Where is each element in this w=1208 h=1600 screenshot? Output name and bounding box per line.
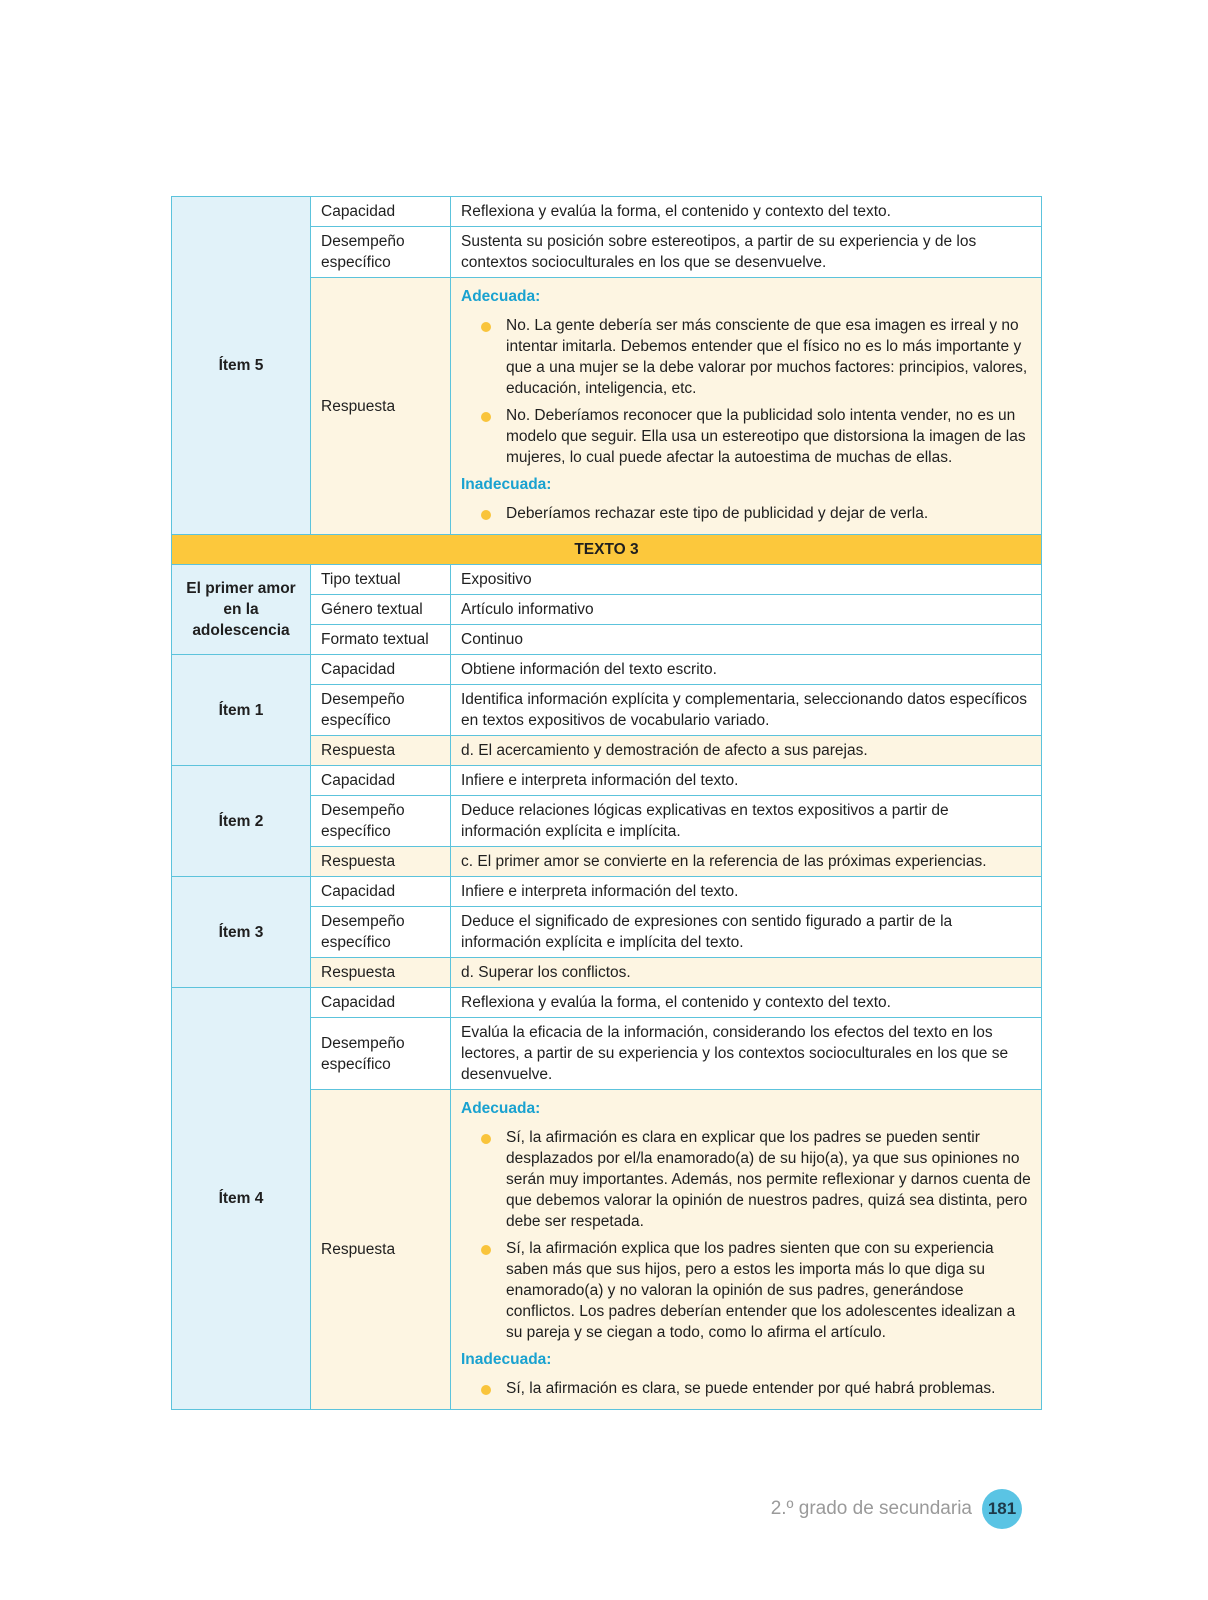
row-header: Desempeño específico xyxy=(311,907,451,958)
respuesta-value: c. El primer amor se convierte en la referencia de las próximas experiencias. xyxy=(451,847,1042,877)
row-header: Respuesta xyxy=(311,847,451,877)
adecuada-heading: Adecuada: xyxy=(461,288,541,305)
item-label: Ítem 5 xyxy=(172,197,311,535)
desempeno-value: Deduce el significado de expresiones con sentido figurado a partir de la información explícita e implícita del texto. xyxy=(451,907,1042,958)
list-item: Sí, la afirmación explica que los padres sienten que con su experiencia saben más que sus hijos, pero a estos les importa más lo que diga su enamorado(a) y no valoran la opinión de sus padres, generándose conflictos. Los padres deberían entender que los adolescentes idealizan a su pareja y se ciegan a todo, como lo afirma el artículo. xyxy=(461,1238,1031,1343)
row-header: Capacidad xyxy=(311,988,451,1018)
table-row xyxy=(172,988,1042,1018)
row-header: Respuesta xyxy=(311,736,451,766)
table-row xyxy=(172,655,1042,685)
list-item: Sí, la afirmación es clara en explicar que los padres se pueden sentir desplazados por el/la enamorado(a) de su hijo(a), ya que sus opiniones no serán muy importantes. Además, nos permite reflexionar y darnos cuenta de que debemos valorar la opinión de nuestros padres, quizá sea distinta, pero debe ser respetada. xyxy=(461,1127,1031,1232)
adecuada-heading: Adecuada: xyxy=(461,1100,541,1117)
list-item: Deberíamos rechazar este tipo de publicidad y dejar de verla. xyxy=(461,503,1031,524)
item-label: Ítem 4 xyxy=(172,988,311,1410)
desempeno-value: Deduce relaciones lógicas explicativas en textos expositivos a partir de información explícita e implícita. xyxy=(451,796,1042,847)
row-header: Capacidad xyxy=(311,655,451,685)
adecuada-list xyxy=(461,315,1031,468)
list-item: Sí, la afirmación es clara, se puede entender por qué habrá problemas. xyxy=(461,1378,1031,1399)
row-header: Desempeño específico xyxy=(311,227,451,278)
row-header: Formato textual xyxy=(311,625,451,655)
inadecuada-heading: Inadecuada: xyxy=(461,476,552,493)
evaluation-table xyxy=(171,196,1042,1410)
row-header: Desempeño específico xyxy=(311,1018,451,1090)
table-row xyxy=(172,535,1042,565)
respuesta-value xyxy=(451,1090,1042,1410)
table-row xyxy=(172,766,1042,796)
desempeno-value: Identifica información explícita y complementaria, seleccionando datos específicos en textos expositivos de vocabulario variado. xyxy=(451,685,1042,736)
list-item: No. La gente debería ser más consciente de que esa imagen es irreal y no intentar imitarla. Debemos entender que el físico no es lo más importante y que a una mujer se la debe valorar por muchos factores: principios, valores, educación, inteligencia, etc. xyxy=(461,315,1031,399)
section-banner: TEXTO 3 xyxy=(172,535,1042,565)
capacidad-value: Obtiene información del texto escrito. xyxy=(451,655,1042,685)
row-header: Tipo textual xyxy=(311,565,451,595)
item-label: Ítem 3 xyxy=(172,877,311,988)
capacidad-value: Reflexiona y evalúa la forma, el contenido y contexto del texto. xyxy=(451,988,1042,1018)
capacidad-value: Infiere e interpreta información del texto. xyxy=(451,766,1042,796)
text-title: El primer amor en la adolescencia xyxy=(172,565,311,655)
row-header: Respuesta xyxy=(311,958,451,988)
row-header: Respuesta xyxy=(311,278,451,535)
item-label: Ítem 1 xyxy=(172,655,311,766)
row-header: Capacidad xyxy=(311,197,451,227)
inadecuada-heading: Inadecuada: xyxy=(461,1351,552,1368)
tipo-value: Expositivo xyxy=(451,565,1042,595)
list-item: No. Deberíamos reconocer que la publicidad solo intenta vender, no es un modelo que seguir. Ella usa un estereotipo que distorsiona la imagen de las mujeres, lo cual puede afectar la autoestima de muchas de ellas. xyxy=(461,405,1031,468)
genero-value: Artículo informativo xyxy=(451,595,1042,625)
capacidad-value: Infiere e interpreta información del texto. xyxy=(451,877,1042,907)
grade-label: 2.º grado de secundaria xyxy=(770,1498,972,1519)
row-header: Capacidad xyxy=(311,877,451,907)
row-header: Desempeño específico xyxy=(311,685,451,736)
row-header: Género textual xyxy=(311,595,451,625)
respuesta-value xyxy=(451,278,1042,535)
table-row xyxy=(172,877,1042,907)
page-number: 181 xyxy=(982,1489,1022,1529)
table-row xyxy=(172,565,1042,595)
desempeno-value: Evalúa la eficacia de la información, considerando los efectos del texto en los lectores, a partir de su experiencia y los contextos socioculturales en los que se desenvuelve. xyxy=(451,1018,1042,1090)
respuesta-value: d. El acercamiento y demostración de afecto a sus parejas. xyxy=(451,736,1042,766)
row-header: Desempeño específico xyxy=(311,796,451,847)
inadecuada-list xyxy=(461,1378,1031,1399)
row-header: Respuesta xyxy=(311,1090,451,1410)
capacidad-value: Reflexiona y evalúa la forma, el contenido y contexto del texto. xyxy=(451,197,1042,227)
desempeno-value: Sustenta su posición sobre estereotipos, a partir de su experiencia y de los contextos socioculturales en los que se desenvuelve. xyxy=(451,227,1042,278)
table-row xyxy=(172,197,1042,227)
formato-value: Continuo xyxy=(451,625,1042,655)
adecuada-list xyxy=(461,1127,1031,1343)
page-footer xyxy=(771,1489,1022,1529)
inadecuada-list xyxy=(461,503,1031,524)
respuesta-value: d. Superar los conflictos. xyxy=(451,958,1042,988)
item-label: Ítem 2 xyxy=(172,766,311,877)
row-header: Capacidad xyxy=(311,766,451,796)
